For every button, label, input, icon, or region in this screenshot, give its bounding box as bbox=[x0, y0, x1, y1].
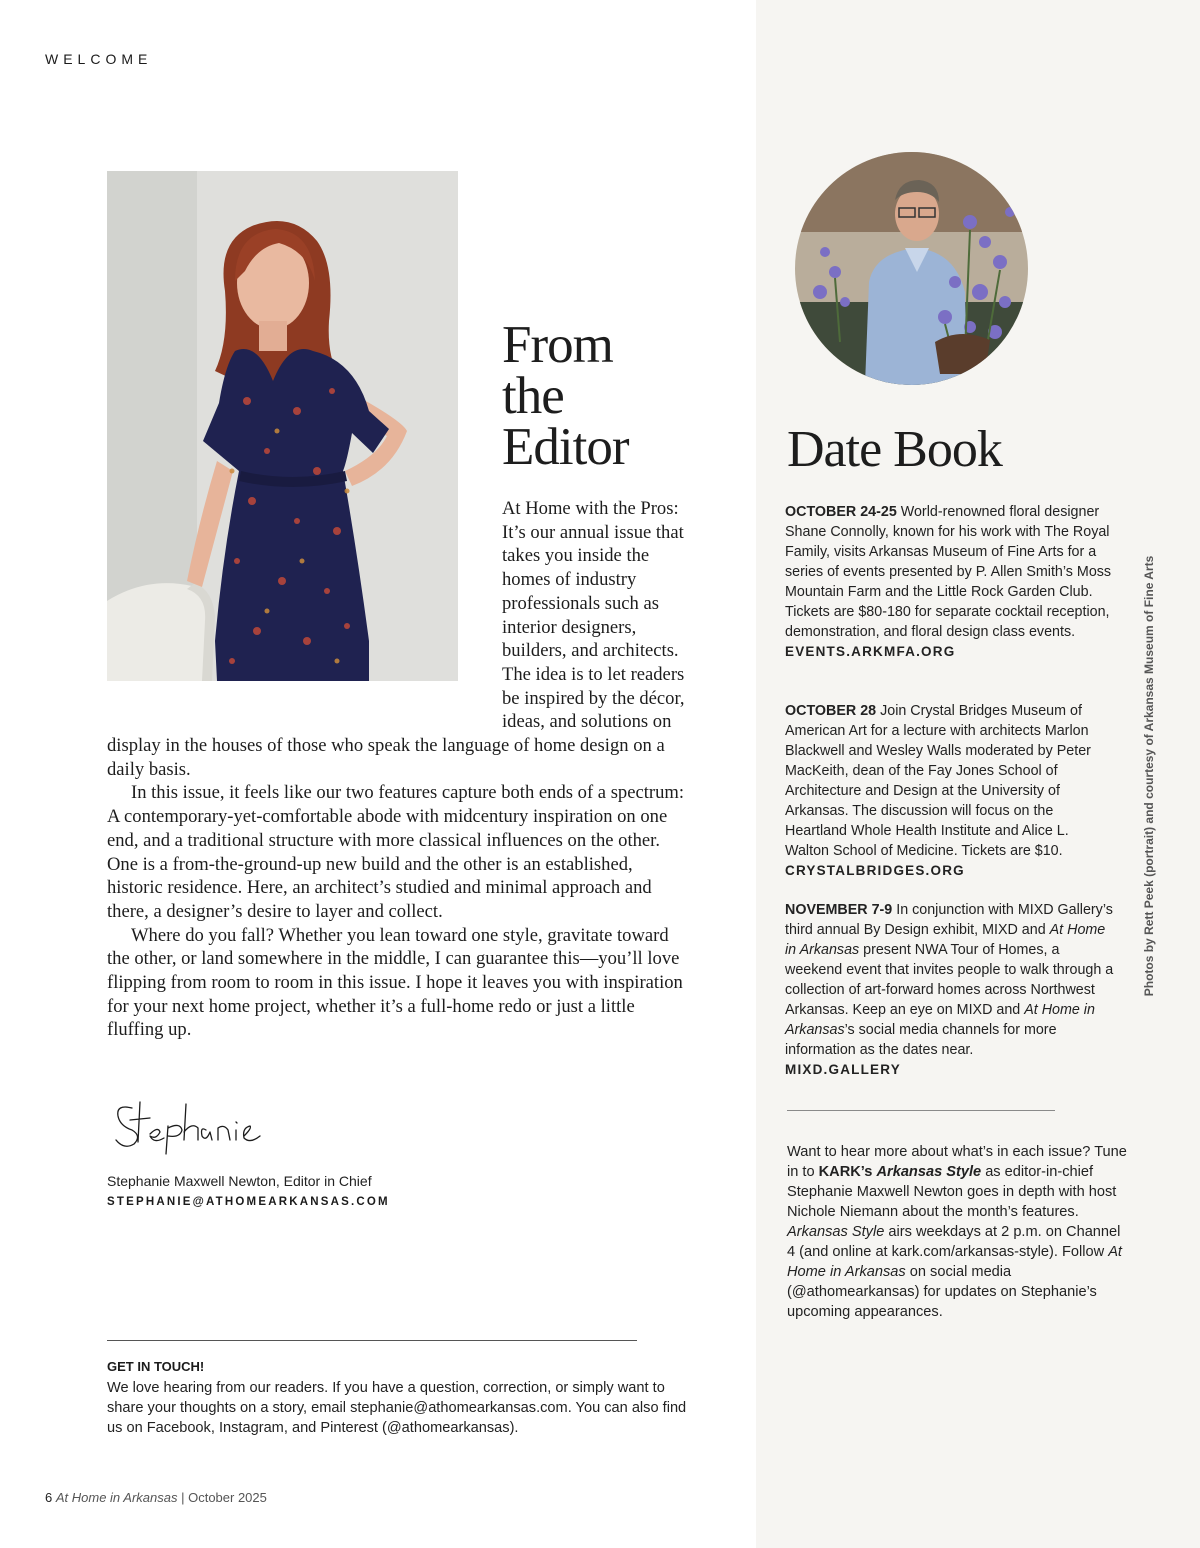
publication-name: At Home in Arkansas bbox=[787, 1244, 1122, 1280]
event-link[interactable]: EVENTS.ARKMFA.ORG bbox=[785, 644, 956, 659]
letter-paragraph: At Home with the Pros: It’s our annual issue that takes you inside the homes of industry professionals such as interior designers, builders, and architects. The idea is to let readers be inspired by the décor, ideas, and solutions on display in the houses of those who speak the language of home design on a daily basis. bbox=[107, 498, 685, 780]
event-date: NOVEMBER 7-9 bbox=[785, 902, 893, 918]
event-link[interactable]: MIXD.GALLERY bbox=[785, 1062, 901, 1077]
event-description: In conjunction with MIXD Gallery’s third annual By Design exhibit, MIXD and bbox=[785, 902, 1113, 938]
event-description: present NWA Tour of Homes, a weekend event that invites people to walk through a collection of art-forward homes across Northwest Arkansas. Keep an eye on MIXD and bbox=[785, 942, 1114, 1018]
heading-line: the bbox=[502, 367, 564, 425]
issue-date: October 2025 bbox=[188, 1490, 267, 1505]
florist-photo bbox=[795, 152, 1028, 385]
divider bbox=[107, 1340, 637, 1341]
date-book-heading: Date Book bbox=[787, 421, 1002, 478]
event-item bbox=[785, 701, 1115, 881]
event-date: OCTOBER 24-25 bbox=[785, 504, 897, 520]
blurb-text: as editor-in-chief Stephanie Maxwell Newton goes in depth with host Nichole Niemann about the month’s features. bbox=[787, 1164, 1117, 1220]
event-description: World-renowned floral designer Shane Connolly, known for his work with The Royal Family, visits Arkansas Museum of Fine Arts for a series of events presented by P. Allen Smith’s Moss Mountain Farm and the Little Rock Garden Club. Tickets are $80-180 for separate cocktail reception, demonstration, and floral design class events. bbox=[785, 504, 1112, 640]
get-in-touch-heading: GET IN TOUCH! bbox=[107, 1359, 205, 1374]
event-date: OCTOBER 28 bbox=[785, 703, 877, 719]
blurb-text: on social media (@athomearkansas) for updates on Stephanie’s upcoming appearances. bbox=[787, 1264, 1097, 1320]
float-spacer bbox=[107, 497, 502, 715]
heading-line: Editor bbox=[502, 418, 629, 476]
blurb-text: airs weekdays at 2 p.m. on Channel 4 (and online at kark.com/arkansas-style). Follow bbox=[787, 1224, 1121, 1260]
event-link[interactable]: CRYSTALBRIDGES.ORG bbox=[785, 863, 965, 878]
event-item bbox=[785, 900, 1115, 1080]
editor-signature bbox=[110, 1096, 310, 1156]
section-label: WELCOME bbox=[45, 51, 153, 67]
event-item bbox=[785, 502, 1115, 662]
photo-credit bbox=[1140, 545, 1158, 1007]
publication-name: At Home in Arkansas bbox=[55, 1490, 178, 1505]
page-number: 6 bbox=[45, 1490, 53, 1505]
photo-credit-text: Photos by Rett Peek (portrait) and courtesy of Arkansas Museum of Fine Arts bbox=[1142, 555, 1156, 997]
letter-paragraph: In this issue, it feels like our two features capture both ends of a spectrum: A contemporary-yet-comfortable abode with midcentury inspiration on one end, and a traditional structure with more classical influences on the other. One is a from-the-ground-up new build and the other is an established, historic residence. Here, an architect’s studied and minimal approach and there, a designer’s desire to layer and collect. bbox=[107, 782, 685, 922]
page-footer bbox=[45, 1490, 267, 1505]
event-description: Join Crystal Bridges Museum of American Art for a lecture with architects Marlon Blackwell and Wesley Walls moderated by Peter MacKeith, dean of the Fay Jones School of Architecture and Design at the University of Arkansas. The discussion will focus on the Heartland Whole Health Institute and Alice L. Walton School of Medicine. Tickets are $10. bbox=[785, 703, 1091, 859]
divider bbox=[787, 1110, 1055, 1111]
tv-segment-blurb bbox=[787, 1142, 1132, 1322]
editor-name-title: Stephanie Maxwell Newton, Editor in Chief bbox=[107, 1173, 372, 1189]
letter-paragraph: Where do you fall? Whether you lean toward one style, gravitate toward the other, or land somewhere in the middle, I can guarantee this—you’ll love flipping from room to room in this issue. I hope it leaves you with inspiration for your next home project, whether it’s a full-home redo or just a little fluffing up. bbox=[107, 924, 683, 1041]
heading-line: From bbox=[502, 316, 613, 374]
editor-letter bbox=[107, 497, 687, 1042]
footer-separator: | bbox=[177, 1490, 189, 1505]
event-description: ’s social media channels for more information as the dates near. bbox=[785, 1022, 1057, 1058]
show-name: Arkansas Style bbox=[787, 1224, 885, 1240]
from-the-editor-heading bbox=[502, 316, 629, 476]
publication-name: At Home in Arkansas bbox=[785, 1002, 1095, 1038]
editor-email[interactable]: STEPHANIE@ATHOMEARKANSAS.COM bbox=[107, 1196, 390, 1208]
blurb-text: Want to hear more about what’s in each issue? Tune in to bbox=[787, 1144, 1127, 1180]
show-name: Arkansas Style bbox=[876, 1164, 982, 1180]
publication-name: At Home in Arkansas bbox=[785, 922, 1106, 958]
blurb-bold: KARK’s bbox=[818, 1164, 877, 1180]
get-in-touch-body: We love hearing from our readers. If you have a question, correction, or simply want to share your thoughts on a story, email stephanie@athomearkansas.com. You can also find us on Facebook, Instagram, and Pinterest (@athomearkansas). bbox=[107, 1380, 687, 1436]
